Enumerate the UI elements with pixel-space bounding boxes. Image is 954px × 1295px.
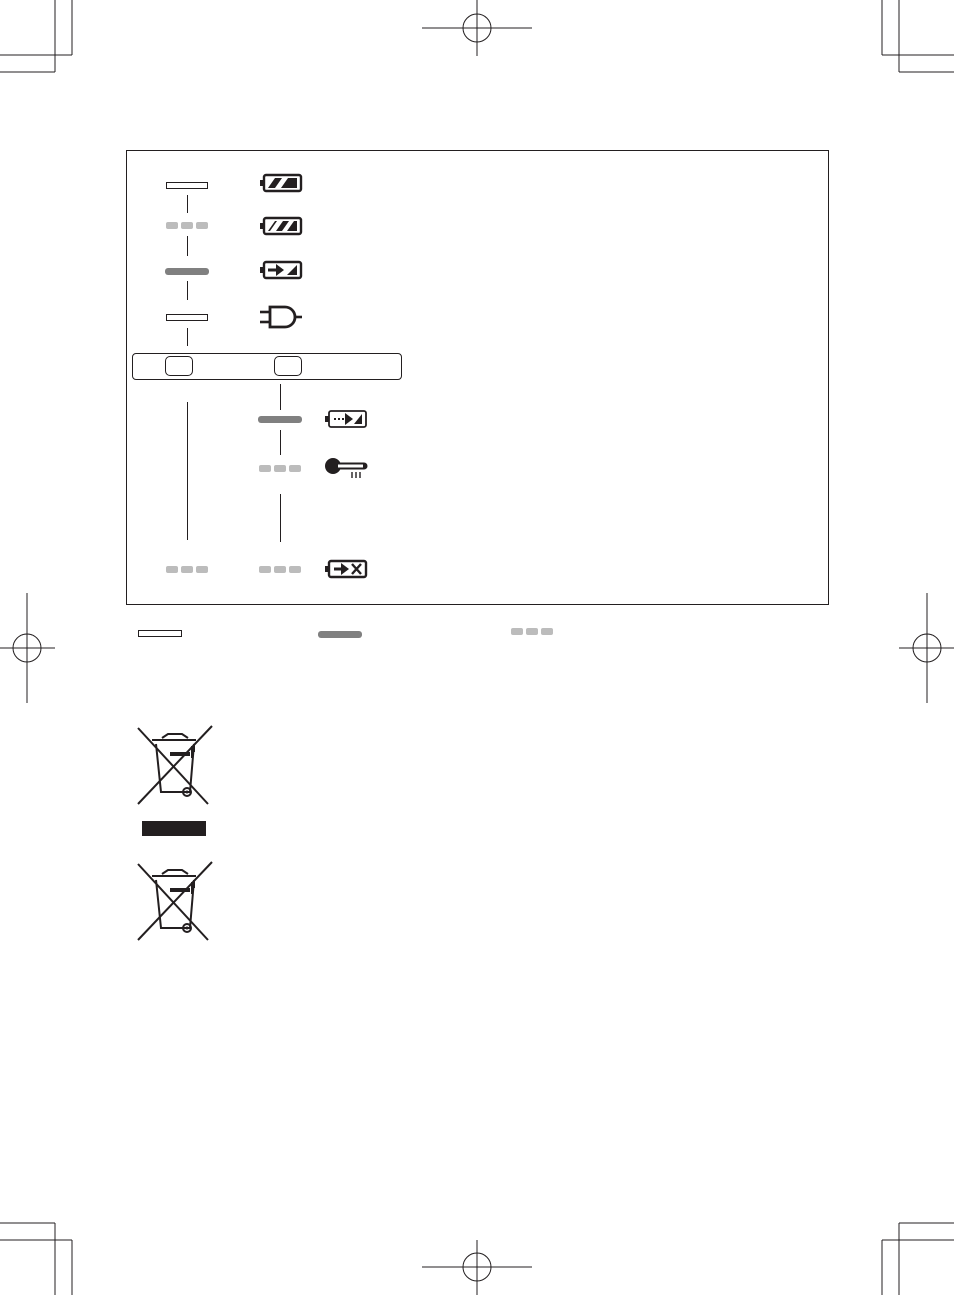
connector-line [187,195,188,213]
legend-indicator-on [138,630,182,637]
battery-partial-icon [259,216,303,236]
crossed-out-wheelie-bin-icon [134,860,214,944]
connector-line [280,494,281,542]
indicator-blink [259,566,301,573]
connector-line [187,402,188,540]
connector-line [280,430,281,455]
indicator-blink [166,566,208,573]
left-button-outline [165,356,193,376]
battery-charging-icon [259,260,303,280]
indicator-on [166,182,208,189]
connector-line [187,236,188,256]
connector-line [187,281,188,300]
connector-line [280,384,281,410]
battery-error-icon [324,559,368,579]
ac-plug-icon [258,305,304,329]
thermometer-icon [324,456,370,480]
indicator-on [166,314,208,321]
crossed-out-wheelie-bin-icon [134,724,214,808]
connector-line [187,328,188,346]
legend-indicator-solid [318,631,362,638]
black-bar-marking [142,821,206,836]
battery-full-icon [259,173,303,193]
indicator-blink [166,222,208,229]
indicator-solid [165,268,209,275]
indicator-solid [258,416,302,423]
indicator-blink [259,465,301,472]
right-button-outline [274,356,302,376]
legend-indicator-blink [511,628,553,635]
battery-standby-icon [324,409,368,429]
